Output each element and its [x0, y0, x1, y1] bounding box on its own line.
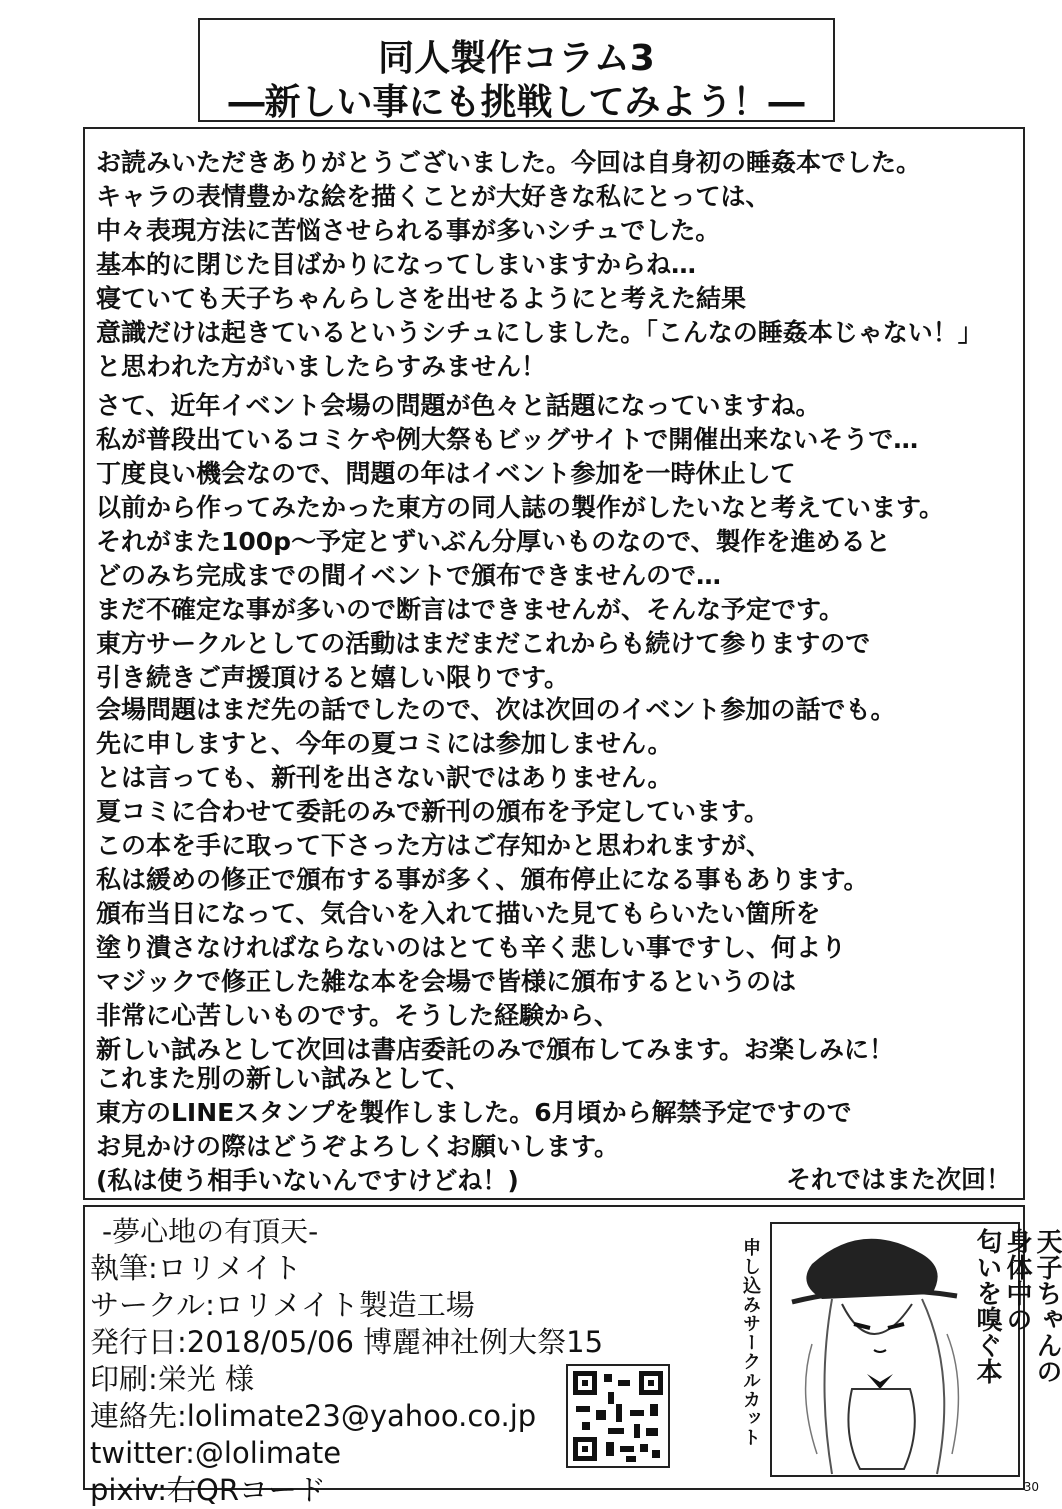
text-line: 私は緩めの修正で頒布する事が多く、頒布停止になる事もあります。 [96, 865, 869, 894]
closing-line: それではまた次回！ [786, 1165, 1012, 1194]
qr-module [640, 1444, 648, 1452]
page-subtitle: ―新しい事にも挑戦してみよう！― [228, 82, 805, 123]
text-line: 寝ていても天子ちゃんらしさを出せるようにと考えた結果 [96, 284, 747, 313]
colophon [90, 1213, 603, 1509]
qr-module [616, 1404, 622, 1422]
qr-code[interactable] [566, 1364, 670, 1468]
text-line: 基本的に閉じた目ばかりになってしまいますからね… [96, 250, 697, 279]
text-line: 以前から作ってみたかった東方の同人誌の製作がしたいなと考えています。 [96, 493, 945, 522]
qr-module [634, 1424, 640, 1438]
text-line: これまた別の新しい試みとして、 [96, 1064, 471, 1093]
qr-module [652, 1450, 660, 1458]
text-line: どのみち完成までの間イベントで頒布できませんので… [96, 561, 722, 590]
colophon-twitter: twitter:@lolimate [90, 1436, 342, 1470]
colophon-printer: 印刷:栄光 様 [90, 1362, 254, 1396]
qr-module [618, 1380, 630, 1386]
qr-module [650, 1404, 658, 1416]
qr-module [646, 1428, 658, 1436]
qr-module [582, 1422, 590, 1430]
text-line: 夏コミに合わせて委託のみで新刊の頒布を予定しています。 [96, 797, 770, 826]
text-line: 頒布当日になって、気合いを入れて描いた見てもらいたい箇所を [96, 899, 821, 928]
paragraph-2 [96, 389, 996, 695]
circle-cut-title-line: 身体中の [1002, 1228, 1032, 1332]
text-line: 非常に心苦しいものです。そうした経験から、 [96, 1001, 620, 1030]
text-line: 東方サークルとしての活動はまだまだこれからも続けて参りますので [96, 629, 871, 658]
text-line: と思われた方がいましたらすみません！ [96, 352, 547, 381]
page-number: 30 [1023, 1480, 1039, 1494]
colophon-contact: 連絡先:lolimate23@yahoo.co.jp [90, 1399, 537, 1433]
text-line: 意識だけは起きているというシチュにしました。「こんなの睡姦本じゃない！」 [96, 318, 983, 347]
text-line: (私は使う相手いないんですけどね！) [96, 1166, 519, 1195]
text-line: 会場問題はまだ先の話でしたので、次は次回のイベント参加の話でも。 [96, 695, 896, 724]
text-line: まだ不確定な事が多いので断言はできませんが、そんな予定です。 [96, 595, 845, 624]
text-line: それがまた100p～予定とずいぶん分厚いものなので、製作を進めると [96, 527, 891, 556]
text-line: 丁度良い機会なので、問題の年はイベント参加を一時休止して [96, 459, 796, 488]
text-line: さて、近年イベント会場の問題が色々と話題になっていますね。 [96, 391, 821, 420]
colophon-pixiv: pixiv:右QRコード [90, 1473, 327, 1507]
colophon-author: 執筆:ロリメイト [90, 1251, 302, 1285]
qr-module [620, 1446, 634, 1452]
text-line: お読みいただきありがとうございました。今回は自身初の睡姦本でした。 [96, 148, 922, 177]
text-line: 塗り潰さなければならないのはとても辛く悲しい事ですし、何より [96, 933, 847, 962]
circle-cut-title-line: 匂いを嗅ぐ本 [972, 1228, 1002, 1384]
qr-finder [639, 1371, 663, 1395]
text-line: お見かけの際はどうぞよろしくお願いします。 [96, 1132, 620, 1161]
colophon-circle: サークル:ロリメイト製造工場 [90, 1288, 475, 1322]
text-line: 先に申しますと、今年の夏コミには参加しません。 [96, 729, 673, 758]
text-line: 引き続きご声援頂けると嬉しい限りです。 [96, 663, 570, 692]
qr-module [596, 1410, 606, 1420]
text-line: この本を手に取って下さった方はご存知かと思われますが、 [96, 831, 772, 860]
qr-module [576, 1406, 590, 1412]
paragraph-1 [96, 146, 996, 384]
text-line: 東方のLINEスタンプを製作しました。6月頃から解禁予定ですので [96, 1098, 852, 1127]
qr-module [604, 1374, 612, 1382]
qr-finder [573, 1371, 597, 1395]
colophon-date: 発行日:2018/05/06 博麗神社例大祭15 [90, 1325, 604, 1359]
circle-cut-title-line: 天子ちゃんの [1032, 1228, 1062, 1384]
qr-module [606, 1442, 614, 1456]
qr-module [630, 1410, 644, 1416]
circle-cut-label: 申し込みサークルカット [740, 1238, 761, 1447]
text-line: キャラの表情豊かな絵を描くことが大好きな私にとっては、 [96, 182, 771, 211]
book-title: -夢心地の有頂天- [102, 1215, 319, 1248]
page-title: 同人製作コラム3 [378, 38, 655, 79]
text-line: 新しい試みとして次回は書店委託のみで頒布してみます。お楽しみに！ [96, 1035, 895, 1064]
circle-cut-title [972, 1228, 1062, 1468]
text-line: 中々表現方法に苦悩させられる事が多いシチュでした。 [96, 216, 721, 245]
qr-module [608, 1392, 614, 1404]
text-line: マジックで修正した雑な本を会場で皆様に頒布するというのは [96, 967, 797, 996]
qr-module [608, 1428, 624, 1434]
qr-finder [573, 1437, 597, 1461]
paragraph-3 [96, 693, 996, 1067]
text-line: 私が普段出ているコミケや例大祭もビッグサイトで開催出来ないそうで… [96, 425, 919, 454]
title-box [198, 18, 835, 122]
text-line: とは言っても、新刊を出さない訳ではありません。 [96, 763, 673, 792]
qr-module [626, 1456, 636, 1462]
